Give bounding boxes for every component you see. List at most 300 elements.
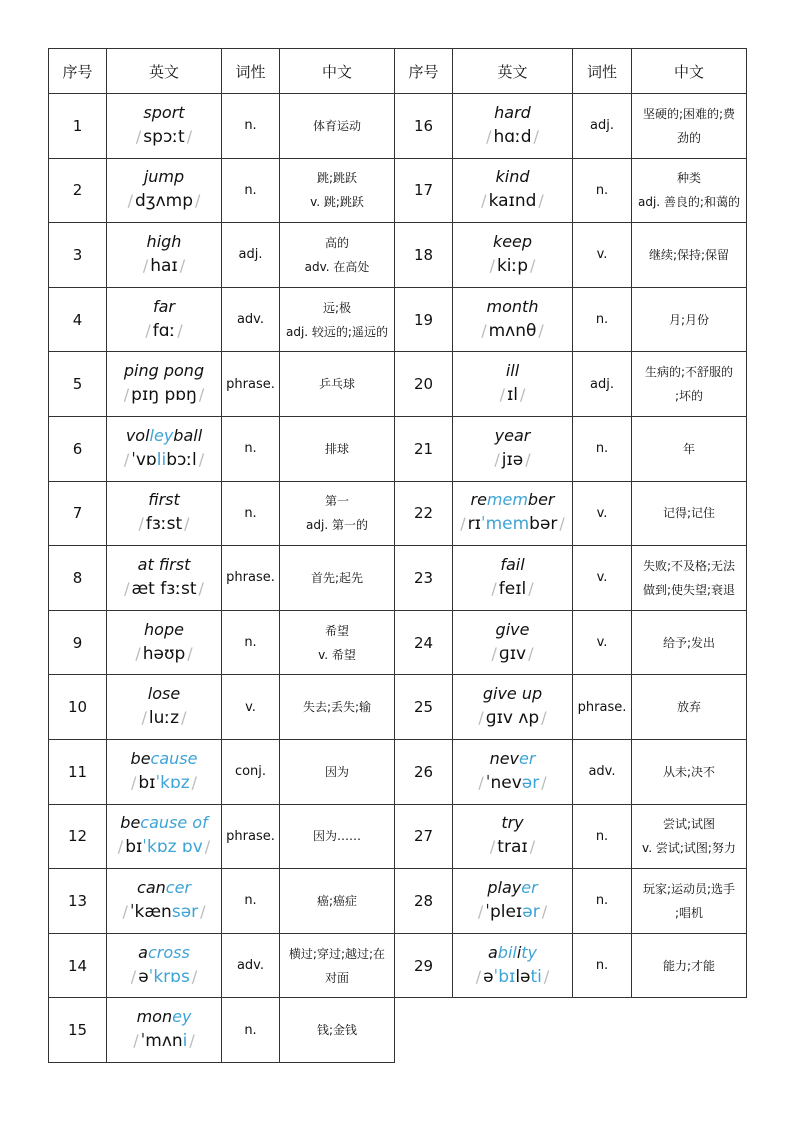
- phonetic-slash: /: [181, 708, 187, 728]
- meaning-line: 生病的;不舒服的: [644, 365, 734, 380]
- phonetic-slash: /: [123, 449, 130, 469]
- english-word: [107, 425, 221, 447]
- syllable: nev: [489, 748, 520, 768]
- entry-english: [453, 352, 573, 417]
- phonetic-transcription: [453, 964, 572, 990]
- syllable: at first: [137, 554, 191, 574]
- meaning-line: 远;极: [322, 300, 352, 315]
- part-of-speech: v.: [573, 223, 632, 288]
- phonetic-transcription: [107, 1028, 221, 1054]
- syllable: ˈmʌn: [140, 1031, 183, 1052]
- syllable: year: [494, 425, 531, 445]
- highlighted-syllable: bil: [497, 942, 517, 962]
- meaning-line: v. 希望: [318, 647, 356, 662]
- table-row: [49, 352, 747, 417]
- syllable: ˈpleɪ: [485, 901, 523, 922]
- phonetic-transcription: [107, 834, 221, 860]
- meaning-line: 记得;记住: [662, 506, 716, 521]
- syllable: ə: [483, 966, 494, 987]
- phonetic-slash: /: [477, 901, 484, 921]
- meaning-line: 做到;使失望;衰退: [642, 582, 736, 597]
- english-word: [453, 296, 572, 318]
- phonetic-slash: /: [186, 126, 193, 146]
- phonetic-slash: /: [145, 320, 151, 340]
- empty-cell: [395, 998, 747, 1063]
- phonetic-slash: /: [177, 320, 183, 340]
- phonetic-slash: /: [478, 772, 484, 792]
- entry-number: 11: [49, 739, 107, 804]
- meaning-line: adj. 善良的;和蔼的: [638, 195, 740, 210]
- syllable: luːz: [148, 708, 180, 729]
- meaning-line: 坚硬的;困难的;费: [642, 106, 736, 121]
- meaning-line: 年: [682, 441, 695, 456]
- highlighted-syllable: er: [521, 877, 538, 897]
- meaning-line: 第一: [324, 494, 349, 509]
- entry-number: 28: [395, 869, 453, 934]
- phonetic-slash: /: [122, 901, 128, 921]
- syllable: ˈnev: [485, 772, 522, 793]
- part-of-speech: adj.: [573, 352, 632, 417]
- syllable: ˈvɒ: [131, 449, 157, 470]
- phonetic-slash: /: [499, 385, 505, 405]
- vocabulary-table: [48, 48, 747, 1063]
- highlighted-syllable: cer: [165, 877, 191, 897]
- meaning-line: 能力;才能: [662, 958, 716, 973]
- meaning-line: adj. 第一的: [306, 518, 368, 533]
- meaning-line: 因为: [324, 764, 349, 779]
- phonetic-transcription: [107, 964, 221, 990]
- syllable: vol: [125, 425, 150, 445]
- phonetic-transcription: [107, 770, 221, 796]
- meaning-line: 放弃: [676, 700, 701, 715]
- entry-number: 20: [395, 352, 453, 417]
- entry-number: 3: [49, 223, 107, 288]
- part-of-speech: v.: [573, 546, 632, 611]
- phonetic-transcription: [453, 899, 572, 925]
- phonetic-slash: /: [130, 772, 137, 792]
- entry-english: [453, 869, 573, 934]
- chinese-meaning: [632, 94, 747, 159]
- syllable: bɪ: [138, 772, 156, 793]
- phonetic-transcription: [453, 576, 572, 602]
- english-word: [453, 425, 572, 447]
- syllable: traɪ: [497, 837, 528, 858]
- meaning-line: ;唱机: [674, 905, 704, 920]
- entry-number: 29: [395, 933, 453, 998]
- meaning-line: 因为……: [312, 829, 361, 844]
- highlighted-syllable: ey: [172, 1007, 192, 1027]
- syllable: re: [470, 490, 487, 510]
- syllable: ill: [505, 361, 520, 381]
- phonetic-transcription: [107, 576, 221, 602]
- highlighted-syllable: mem: [486, 490, 528, 510]
- entry-english: [107, 94, 222, 159]
- syllable: kind: [495, 167, 530, 187]
- syllable: haɪ: [150, 255, 178, 276]
- header-part-of-speech: 词性: [222, 49, 280, 94]
- entry-number: 5: [49, 352, 107, 417]
- phonetic-slash: /: [133, 1031, 139, 1051]
- meaning-line: 月;月份: [668, 312, 710, 327]
- entry-number: 24: [395, 610, 453, 675]
- chinese-meaning: [632, 869, 747, 934]
- part-of-speech: n.: [222, 481, 280, 546]
- chinese-meaning: [280, 94, 395, 159]
- part-of-speech: n.: [222, 94, 280, 159]
- chinese-meaning: [632, 739, 747, 804]
- english-word: [107, 619, 221, 641]
- part-of-speech: n.: [573, 158, 632, 223]
- syllable: month: [486, 296, 539, 316]
- part-of-speech: n.: [222, 869, 280, 934]
- entry-number: 18: [395, 223, 453, 288]
- english-word: [453, 102, 572, 124]
- part-of-speech: n.: [222, 416, 280, 481]
- phonetic-slash: /: [529, 837, 536, 857]
- english-word: [107, 296, 221, 318]
- entry-english: [107, 158, 222, 223]
- syllable: fɑː: [152, 320, 176, 341]
- phonetic-slash: /: [142, 255, 149, 275]
- english-word: [107, 942, 221, 964]
- entry-english: [453, 546, 573, 611]
- entry-number: 17: [395, 158, 453, 223]
- meaning-line: 劲的: [676, 130, 701, 145]
- entry-number: 13: [49, 869, 107, 934]
- english-word: [453, 489, 572, 511]
- phonetic-slash: /: [481, 320, 487, 340]
- meaning-line: v. 跳;跳跃: [310, 195, 364, 210]
- syllable: mʌnθ: [488, 320, 537, 341]
- phonetic-transcription: [453, 188, 572, 214]
- phonetic-slash: /: [491, 578, 497, 598]
- part-of-speech: adv.: [222, 287, 280, 352]
- entry-english: [107, 933, 222, 998]
- chinese-meaning: [280, 739, 395, 804]
- entry-english: [107, 804, 222, 869]
- syllable: keep: [492, 231, 533, 251]
- phonetic-transcription: [453, 253, 572, 279]
- part-of-speech: n.: [573, 287, 632, 352]
- entry-english: [107, 998, 222, 1063]
- phonetic-transcription: [107, 641, 221, 667]
- syllable: give: [495, 619, 530, 639]
- syllable: bɪ: [125, 837, 143, 858]
- highlighted-syllable: ər: [521, 772, 540, 793]
- phonetic-transcription: [453, 124, 572, 150]
- phonetic-transcription: [453, 641, 572, 667]
- table-row: [49, 481, 747, 546]
- phonetic-transcription: [107, 899, 221, 925]
- phonetic-slash: /: [198, 578, 204, 598]
- syllable: hope: [144, 619, 184, 639]
- chinese-meaning: [632, 416, 747, 481]
- phonetic-slash: /: [141, 708, 147, 728]
- chinese-meaning: [280, 158, 395, 223]
- phonetic-slash: /: [489, 255, 495, 275]
- phonetic-slash: /: [525, 449, 531, 469]
- table-row: [49, 998, 747, 1063]
- syllable: ber: [527, 490, 555, 510]
- phonetic-slash: /: [559, 514, 565, 534]
- syllable: sport: [143, 102, 185, 122]
- chinese-meaning: [280, 675, 395, 740]
- entry-english: [453, 804, 573, 869]
- phonetic-slash: /: [117, 837, 124, 857]
- meaning-line: 横过;穿过;越过;在: [288, 946, 386, 961]
- part-of-speech: adj.: [222, 223, 280, 288]
- english-word: [453, 942, 572, 964]
- syllable: far: [152, 296, 175, 316]
- entry-english: [453, 287, 573, 352]
- phonetic-slash: /: [528, 643, 534, 663]
- meaning-line: 高的: [324, 235, 349, 250]
- meaning-line: ;坏的: [674, 389, 704, 404]
- syllable: bɔːl: [166, 449, 197, 470]
- phonetic-transcription: [453, 511, 572, 537]
- part-of-speech: n.: [573, 416, 632, 481]
- highlighted-syllable: er: [519, 748, 536, 768]
- phonetic-slash: /: [130, 966, 137, 986]
- highlighted-syllable: sər: [171, 901, 199, 922]
- part-of-speech: v.: [573, 610, 632, 675]
- meaning-line: adv. 在高处: [304, 259, 370, 274]
- phonetic-slash: /: [135, 126, 142, 146]
- entry-english: [107, 546, 222, 611]
- entry-english: [107, 610, 222, 675]
- phonetic-slash: /: [204, 837, 211, 857]
- phonetic-slash: /: [198, 385, 205, 405]
- part-of-speech: phrase.: [573, 675, 632, 740]
- entry-number: 8: [49, 546, 107, 611]
- meaning-line: 继续;保持;保留: [648, 247, 730, 262]
- phonetic-slash: /: [127, 191, 133, 211]
- syllable: həʊp: [142, 643, 186, 664]
- entry-number: 27: [395, 804, 453, 869]
- english-word: [107, 102, 221, 124]
- highlighted-syllable: ˈbɪ: [493, 966, 516, 987]
- phonetic-slash: /: [541, 772, 547, 792]
- highlighted-syllable: ley: [149, 425, 174, 445]
- chinese-meaning: [280, 869, 395, 934]
- english-word: [107, 360, 221, 382]
- syllable: lə: [515, 966, 531, 987]
- english-word: [453, 231, 572, 253]
- entry-number: 21: [395, 416, 453, 481]
- header-english: 英文: [453, 49, 573, 94]
- phonetic-slash: /: [138, 514, 144, 534]
- phonetic-slash: /: [478, 708, 484, 728]
- entry-english: [107, 352, 222, 417]
- header-number: 序号: [395, 49, 453, 94]
- chinese-meaning: [632, 933, 747, 998]
- part-of-speech: v.: [222, 675, 280, 740]
- phonetic-slash: /: [541, 901, 548, 921]
- entry-english: [107, 675, 222, 740]
- chinese-meaning: [632, 546, 747, 611]
- syllable: rɪ: [467, 514, 481, 535]
- syllable: feɪl: [498, 578, 527, 599]
- highlighted-syllable: ˈkrɒs: [148, 966, 190, 987]
- syllable: ɪl: [506, 385, 519, 406]
- phonetic-slash: /: [189, 1031, 195, 1051]
- syllable: fail: [500, 554, 525, 574]
- syllable: spɔːt: [143, 126, 185, 147]
- header-part-of-speech: 词性: [573, 49, 632, 94]
- meaning-line: 种类: [676, 171, 701, 186]
- highlighted-syllable: ˈmem: [480, 514, 530, 535]
- entry-english: [107, 416, 222, 481]
- syllable: ə: [138, 966, 149, 987]
- vocabulary-body: [49, 94, 747, 1063]
- entry-english: [453, 481, 573, 546]
- meaning-line: 钱;金钱: [316, 1023, 358, 1038]
- chinese-meaning: [632, 287, 747, 352]
- entry-english: [453, 675, 573, 740]
- chinese-meaning: [632, 804, 747, 869]
- meaning-line: 玩家;运动员;选手: [642, 881, 736, 896]
- meaning-line: 从未;决不: [662, 764, 716, 779]
- entry-number: 2: [49, 158, 107, 223]
- chinese-meaning: [632, 352, 747, 417]
- chinese-meaning: [632, 223, 747, 288]
- chinese-meaning: [632, 675, 747, 740]
- english-word: [107, 748, 221, 770]
- syllable: can: [137, 877, 166, 897]
- meaning-line: 失去;丢失;输: [302, 700, 372, 715]
- part-of-speech: adv.: [573, 739, 632, 804]
- phonetic-transcription: [107, 447, 221, 473]
- table-row: [49, 223, 747, 288]
- syllable: i: [516, 942, 522, 962]
- english-word: [453, 166, 572, 188]
- highlighted-syllable: i: [182, 1031, 188, 1052]
- table-row: [49, 675, 747, 740]
- syllable: æt fɜːst: [131, 578, 197, 599]
- entry-english: [107, 287, 222, 352]
- phonetic-slash: /: [198, 449, 205, 469]
- phonetic-transcription: [453, 834, 572, 860]
- syllable: mon: [136, 1007, 173, 1027]
- phonetic-slash: /: [533, 126, 539, 146]
- table-row: [49, 869, 747, 934]
- entry-number: 4: [49, 287, 107, 352]
- phonetic-slash: /: [179, 255, 186, 275]
- syllable: be: [130, 748, 151, 768]
- syllable: ˈkæn: [129, 901, 172, 922]
- phonetic-slash: /: [538, 320, 544, 340]
- table-row: [49, 739, 747, 804]
- highlighted-syllable: ər: [522, 901, 540, 922]
- phonetic-transcription: [107, 124, 221, 150]
- highlighted-syllable: ty: [521, 942, 538, 962]
- entry-number: 16: [395, 94, 453, 159]
- syllable: kaɪnd: [488, 191, 537, 212]
- phonetic-slash: /: [184, 514, 190, 534]
- entry-english: [453, 739, 573, 804]
- english-word: [453, 683, 572, 705]
- chinese-meaning: [280, 481, 395, 546]
- entry-number: 25: [395, 675, 453, 740]
- table-row: [49, 94, 747, 159]
- syllable: dʒʌmp: [134, 191, 194, 212]
- phonetic-transcription: [107, 188, 221, 214]
- part-of-speech: adv.: [222, 933, 280, 998]
- header-number: 序号: [49, 49, 107, 94]
- header-chinese: 中文: [632, 49, 747, 94]
- highlighted-syllable: li: [156, 449, 167, 470]
- phonetic-slash: /: [481, 191, 487, 211]
- entry-number: 14: [49, 933, 107, 998]
- meaning-line: 尝试;试图: [662, 817, 716, 832]
- chinese-meaning: [280, 998, 395, 1063]
- syllable: hɑːd: [493, 126, 532, 147]
- phonetic-slash: /: [543, 966, 550, 986]
- entry-english: [453, 158, 573, 223]
- part-of-speech: n.: [573, 933, 632, 998]
- table-row: [49, 804, 747, 869]
- chinese-meaning: [280, 546, 395, 611]
- entry-number: 15: [49, 998, 107, 1063]
- phonetic-slash: /: [489, 837, 496, 857]
- syllable: ɡɪv: [498, 643, 527, 664]
- chinese-meaning: [280, 933, 395, 998]
- syllable: jɪə: [501, 449, 524, 470]
- meaning-line: adj. 较远的;遥远的: [286, 324, 388, 339]
- english-word: [107, 166, 221, 188]
- english-word: [453, 360, 572, 382]
- phonetic-slash: /: [191, 966, 198, 986]
- highlighted-syllable: ˈkɒz ɒv: [142, 837, 203, 858]
- entry-english: [453, 610, 573, 675]
- syllable: kiːp: [496, 255, 529, 276]
- entry-number: 23: [395, 546, 453, 611]
- syllable: pɪŋ pɒŋ: [131, 385, 197, 406]
- chinese-meaning: [280, 352, 395, 417]
- table-row: [49, 933, 747, 998]
- phonetic-slash: /: [195, 191, 201, 211]
- phonetic-slash: /: [123, 385, 130, 405]
- header-english: 英文: [107, 49, 222, 94]
- meaning-line: 排球: [324, 441, 349, 456]
- entry-english: [107, 481, 222, 546]
- meaning-line: 体育运动: [312, 118, 361, 133]
- english-word: [453, 877, 572, 899]
- part-of-speech: phrase.: [222, 352, 280, 417]
- table-row: [49, 416, 747, 481]
- phonetic-transcription: [107, 705, 221, 731]
- meaning-line: 首先;起先: [310, 570, 364, 585]
- phonetic-slash: /: [528, 578, 534, 598]
- english-word: [453, 812, 572, 834]
- meaning-line: 希望: [324, 623, 349, 638]
- english-word: [107, 877, 221, 899]
- english-word: [107, 231, 221, 253]
- entry-english: [453, 933, 573, 998]
- table-row: [49, 610, 747, 675]
- phonetic-transcription: [107, 511, 221, 537]
- header-row: [49, 49, 747, 94]
- phonetic-slash: /: [541, 708, 547, 728]
- phonetic-slash: /: [124, 578, 130, 598]
- phonetic-slash: /: [491, 643, 497, 663]
- syllable: a: [487, 942, 498, 962]
- meaning-line: 对面: [324, 970, 349, 985]
- syllable: high: [146, 231, 182, 251]
- syllable: jump: [143, 167, 185, 187]
- syllable: ball: [173, 425, 203, 445]
- part-of-speech: n.: [573, 869, 632, 934]
